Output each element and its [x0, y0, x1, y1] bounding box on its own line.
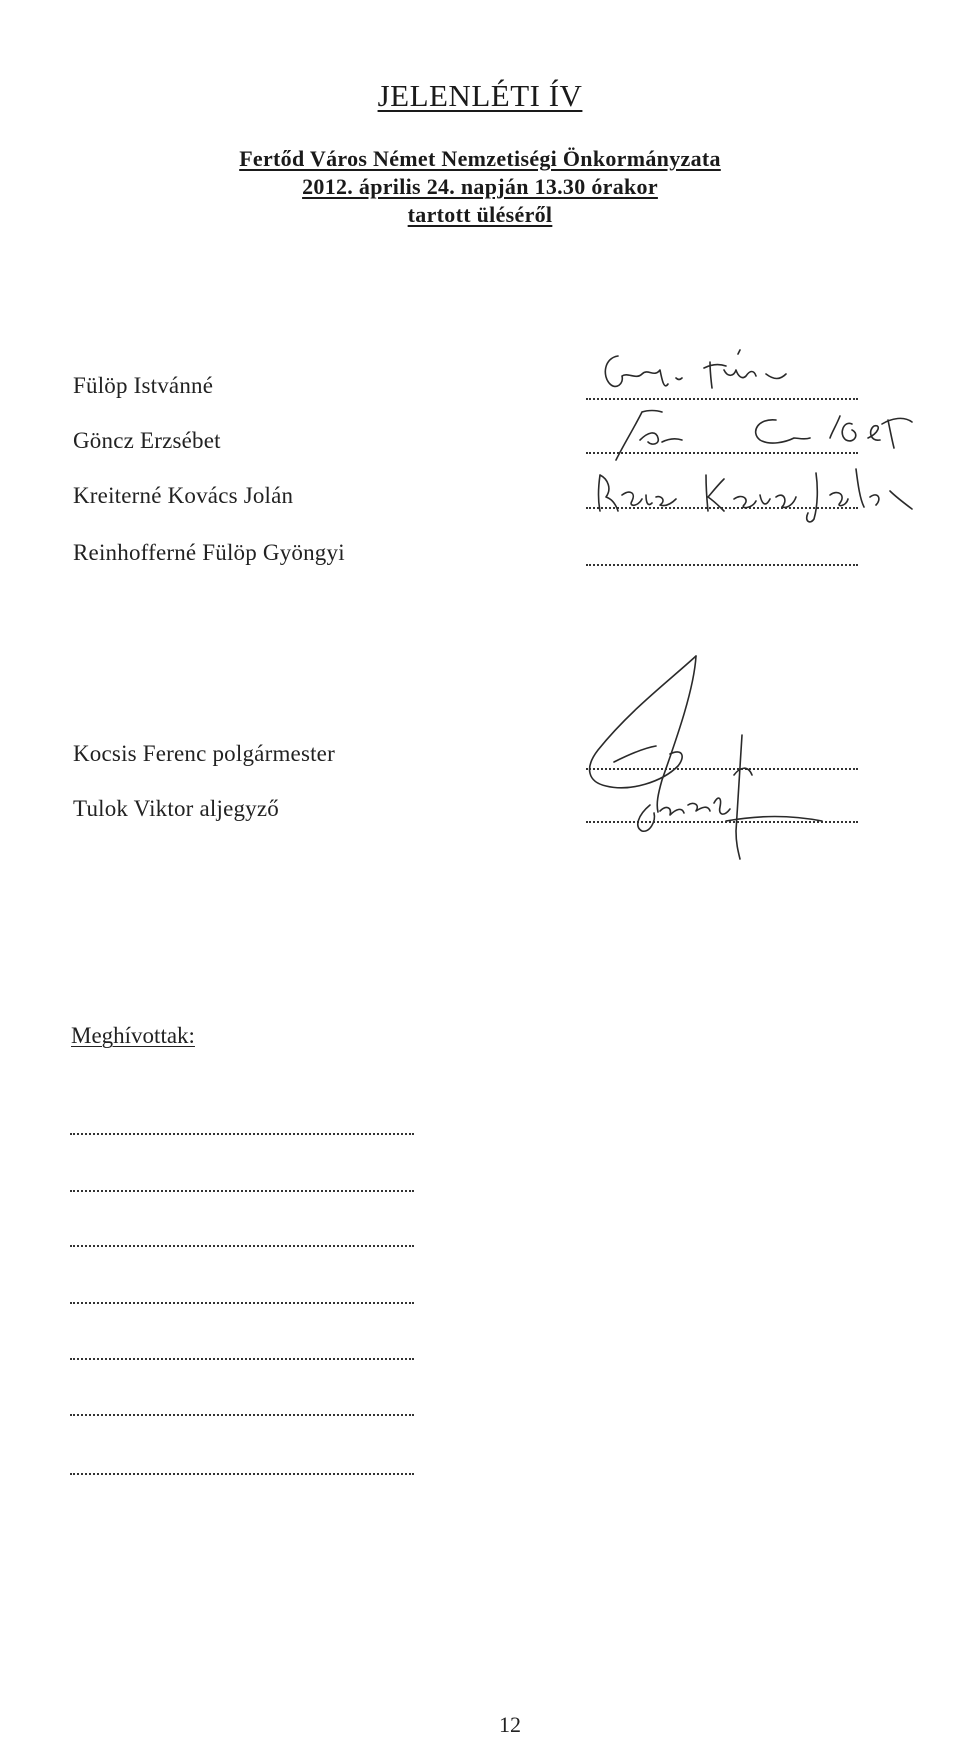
official-name-mayor: Kocsis Ferenc polgármester [73, 741, 335, 766]
guest-signature-line [70, 1190, 414, 1192]
signature-notary [590, 735, 860, 865]
official-name-notary: Tulok Viktor aljegyző [73, 796, 279, 821]
page-number: 12 [499, 1712, 521, 1737]
guest-signature-line [70, 1414, 414, 1416]
signature-line [586, 564, 858, 566]
guest-signature-line [70, 1302, 414, 1304]
signature-3 [590, 455, 920, 530]
guest-signature-line [70, 1245, 414, 1247]
guest-signature-line [70, 1133, 414, 1135]
attendee-name: Kreiterné Kovács Jolán [73, 483, 294, 508]
document-title: JELENLÉTI ÍV [377, 78, 583, 113]
attendee-name: Reinhofferné Fülöp Gyöngyi [73, 540, 345, 565]
guests-heading: Meghívottak: [71, 1023, 195, 1048]
subtitle-date: 2012. április 24. napján 13.30 órakor [302, 174, 658, 199]
subtitle-organization: Fertőd Város Német Nemzetiségi Önkormányzata [239, 146, 721, 171]
attendee-name: Fülöp Istvánné [73, 373, 214, 398]
attendee-name: Göncz Erzsébet [73, 428, 221, 453]
guest-signature-line [70, 1358, 414, 1360]
guest-signature-line [70, 1473, 414, 1475]
subtitle-session: tartott üléséről [407, 202, 553, 227]
